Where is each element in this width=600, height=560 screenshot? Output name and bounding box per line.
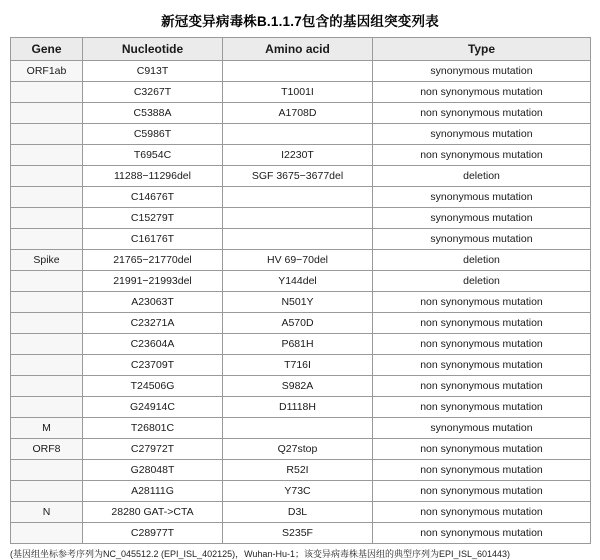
cell-nucleotide: 21991−21993del	[83, 271, 223, 292]
cell-gene	[11, 397, 83, 418]
cell-nucleotide: C15279T	[83, 208, 223, 229]
table-row	[11, 208, 591, 229]
cell-type: non synonymous mutation	[373, 523, 591, 544]
column-header-type: Type	[373, 38, 591, 61]
table-row	[11, 82, 591, 103]
cell-amino-acid: Y144del	[223, 271, 373, 292]
table-header	[11, 38, 591, 61]
page-title: 新冠变异病毒株B.1.1.7包含的基因组突变列表	[161, 14, 439, 29]
table-row	[11, 124, 591, 145]
table-row	[11, 271, 591, 292]
cell-nucleotide: C27972T	[83, 439, 223, 460]
cell-amino-acid: D3L	[223, 502, 373, 523]
cell-type: non synonymous mutation	[373, 502, 591, 523]
cell-nucleotide: C5388A	[83, 103, 223, 124]
cell-gene	[11, 145, 83, 166]
cell-gene	[11, 355, 83, 376]
cell-type: synonymous mutation	[373, 61, 591, 82]
column-header-gene: Gene	[11, 38, 83, 61]
cell-type: non synonymous mutation	[373, 145, 591, 166]
cell-nucleotide: C5986T	[83, 124, 223, 145]
table-row	[11, 460, 591, 481]
table-row	[11, 229, 591, 250]
cell-type: non synonymous mutation	[373, 103, 591, 124]
table-row	[11, 250, 591, 271]
cell-type: non synonymous mutation	[373, 397, 591, 418]
cell-gene: ORF8	[11, 439, 83, 460]
cell-type: non synonymous mutation	[373, 313, 591, 334]
cell-type: deletion	[373, 166, 591, 187]
table-row	[11, 61, 591, 82]
cell-gene: ORF1ab	[11, 61, 83, 82]
cell-type: non synonymous mutation	[373, 376, 591, 397]
cell-amino-acid	[223, 124, 373, 145]
cell-type: synonymous mutation	[373, 187, 591, 208]
cell-amino-acid: Y73C	[223, 481, 373, 502]
cell-type: deletion	[373, 250, 591, 271]
cell-nucleotide: C3267T	[83, 82, 223, 103]
table-row	[11, 313, 591, 334]
mutation-table	[10, 37, 591, 544]
cell-type: deletion	[373, 271, 591, 292]
cell-type: non synonymous mutation	[373, 292, 591, 313]
table-row	[11, 439, 591, 460]
cell-type: non synonymous mutation	[373, 355, 591, 376]
table-row	[11, 166, 591, 187]
cell-nucleotide: T26801C	[83, 418, 223, 439]
cell-gene	[11, 82, 83, 103]
cell-type: non synonymous mutation	[373, 82, 591, 103]
cell-nucleotide: A28111G	[83, 481, 223, 502]
cell-gene	[11, 481, 83, 502]
cell-amino-acid: S982A	[223, 376, 373, 397]
cell-amino-acid: HV 69−70del	[223, 250, 373, 271]
cell-gene	[11, 313, 83, 334]
cell-nucleotide: C23604A	[83, 334, 223, 355]
cell-nucleotide: G28048T	[83, 460, 223, 481]
cell-amino-acid	[223, 418, 373, 439]
cell-gene	[11, 292, 83, 313]
cell-gene: Spike	[11, 250, 83, 271]
table-row	[11, 103, 591, 124]
cell-type: non synonymous mutation	[373, 481, 591, 502]
cell-amino-acid: T716I	[223, 355, 373, 376]
cell-amino-acid: S235F	[223, 523, 373, 544]
table-body	[11, 61, 591, 544]
cell-type: synonymous mutation	[373, 229, 591, 250]
cell-nucleotide: C14676T	[83, 187, 223, 208]
table-row	[11, 418, 591, 439]
cell-amino-acid	[223, 187, 373, 208]
cell-gene	[11, 208, 83, 229]
cell-amino-acid: N501Y	[223, 292, 373, 313]
cell-nucleotide: G24914C	[83, 397, 223, 418]
cell-nucleotide: 11288−11296del	[83, 166, 223, 187]
cell-amino-acid	[223, 208, 373, 229]
cell-gene	[11, 460, 83, 481]
cell-gene	[11, 166, 83, 187]
cell-nucleotide: C16176T	[83, 229, 223, 250]
cell-nucleotide: T24506G	[83, 376, 223, 397]
cell-nucleotide: T6954C	[83, 145, 223, 166]
cell-gene	[11, 523, 83, 544]
cell-amino-acid: Q27stop	[223, 439, 373, 460]
cell-type: non synonymous mutation	[373, 439, 591, 460]
cell-gene	[11, 187, 83, 208]
cell-amino-acid: A1708D	[223, 103, 373, 124]
table-header-row	[11, 38, 591, 61]
table-row	[11, 355, 591, 376]
cell-nucleotide: 28280 GAT->CTA	[83, 502, 223, 523]
cell-gene	[11, 103, 83, 124]
cell-amino-acid	[223, 229, 373, 250]
footnote: (基因组坐标参考序列为NC_045512.2 (EPI_ISL_402125)，Wuhan-Hu-1；该变异病毒株基因组的典型序列为EPI_ISL_601443)	[10, 549, 511, 559]
cell-nucleotide: C23709T	[83, 355, 223, 376]
cell-nucleotide: A23063T	[83, 292, 223, 313]
cell-type: synonymous mutation	[373, 208, 591, 229]
cell-gene	[11, 229, 83, 250]
cell-type: synonymous mutation	[373, 418, 591, 439]
table-row	[11, 187, 591, 208]
column-header-nucleotide: Nucleotide	[83, 38, 223, 61]
cell-gene	[11, 124, 83, 145]
cell-amino-acid: A570D	[223, 313, 373, 334]
cell-gene	[11, 376, 83, 397]
cell-gene	[11, 334, 83, 355]
cell-amino-acid: T1001I	[223, 82, 373, 103]
table-row	[11, 502, 591, 523]
cell-nucleotide: 21765−21770del	[83, 250, 223, 271]
cell-amino-acid	[223, 61, 373, 82]
cell-gene: N	[11, 502, 83, 523]
table-row	[11, 376, 591, 397]
cell-nucleotide: C23271A	[83, 313, 223, 334]
cell-nucleotide: C913T	[83, 61, 223, 82]
cell-gene	[11, 271, 83, 292]
column-header-amino-acid: Amino acid	[223, 38, 373, 61]
table-row	[11, 523, 591, 544]
cell-amino-acid: R52I	[223, 460, 373, 481]
cell-amino-acid: I2230T	[223, 145, 373, 166]
cell-amino-acid: D1118H	[223, 397, 373, 418]
table-row	[11, 481, 591, 502]
cell-amino-acid: SGF 3675−3677del	[223, 166, 373, 187]
table-row	[11, 292, 591, 313]
table-row	[11, 334, 591, 355]
cell-amino-acid: P681H	[223, 334, 373, 355]
table-row	[11, 397, 591, 418]
cell-nucleotide: C28977T	[83, 523, 223, 544]
cell-type: synonymous mutation	[373, 124, 591, 145]
cell-type: non synonymous mutation	[373, 460, 591, 481]
cell-type: non synonymous mutation	[373, 334, 591, 355]
table-row	[11, 145, 591, 166]
cell-gene: M	[11, 418, 83, 439]
